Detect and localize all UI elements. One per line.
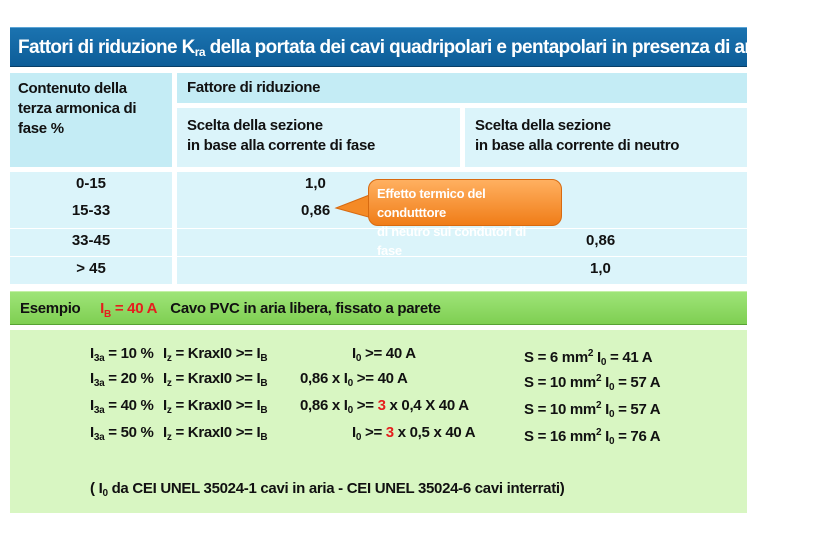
- example-description: Cavo PVC in aria libera, fissato a parete: [170, 300, 441, 317]
- ib-symbol: $I_B$: [100, 300, 111, 320]
- cable-section: S = 16 $mm^2$ $I_0 = 76$ A: [524, 427, 661, 447]
- table-row-range: > 45: [76, 260, 106, 277]
- callout-line2: di neutro sui condutori di fase: [377, 224, 526, 258]
- header-neutral-line2: in base alla corrente di neutro: [475, 137, 680, 154]
- capacity-formula: $I_z$ = KraxI0 >= $I_B$: [163, 397, 268, 416]
- capacity-condition: $I_0 >= 3$ x 0,5 x 40 A: [352, 424, 476, 443]
- capacity-condition: 0,86 x $I_0 >= 3$ x 0,4 X 40 A: [300, 397, 469, 416]
- ib-value: = 40 A: [114, 300, 157, 317]
- header-phase-line2: in base alla corrente di fase: [187, 137, 376, 154]
- phase-factor-value: 1,0: [305, 175, 326, 192]
- callout-line1: Effetto termico del condutttore: [377, 186, 486, 220]
- header-neutral-selection: [465, 108, 747, 167]
- capacity-condition: $I_0 >= 40$ A: [352, 345, 416, 364]
- title-text-end: della portata dei cavi quadripolari e pentapolari in presenza di armoniche: [204, 37, 825, 58]
- title-subscript: ra: [194, 45, 205, 59]
- header-harmonic-content: Contenuto della terza armonica di fase %: [10, 73, 172, 167]
- cable-section: S = 6 $mm^2$ $I_0 = 41$ A: [524, 348, 653, 368]
- neutral-factor-value: 0,86: [586, 232, 616, 249]
- example-label: Esempio: [20, 300, 81, 317]
- capacity-formula: $I_z$ = KraxI0 >= $I_B$: [163, 424, 268, 443]
- title-text-start: Fattori di riduzione K: [18, 37, 195, 58]
- capacity-condition: 0,86 x $I_0 >= 40$ A: [300, 370, 408, 389]
- harmonic-percent: $I_{3a} = 50$ %: [90, 424, 154, 443]
- harmonic-percent: $I_{3a} = 10$ %: [90, 345, 154, 364]
- cable-section: S = 10 $mm^2$ $I_0 = 57$ A: [524, 373, 661, 393]
- table-row-range: 15-33: [71, 202, 111, 219]
- neutral-factor-value: 1,0: [590, 260, 611, 277]
- harmonic-percent: $I_{3a} = 20$ %: [90, 370, 154, 389]
- harmonic-percent: $I_{3a} = 40$ %: [90, 397, 154, 416]
- header-phase-line1: Scelta della sezione: [187, 117, 323, 134]
- example-header: [10, 291, 747, 325]
- page-title: [10, 27, 825, 67]
- table-row-range: 33-45: [71, 232, 111, 249]
- table-row-range: 0-15: [75, 175, 107, 192]
- capacity-formula: $I_z$ = KraxI0 >= $I_B$: [163, 345, 268, 364]
- cable-section: S = 10 $mm^2$ $I_0 = 57$ A: [524, 400, 661, 420]
- header-reduction-factor: Fattore di riduzione: [177, 73, 747, 103]
- phase-factor-value: 0,86: [301, 202, 331, 219]
- header-phase-selection: [177, 108, 460, 167]
- source-note: ( $I_0$ da CEI UNEL 35024-1 cavi in aria - CEI UNEL 35024-6 cavi interrati): [90, 480, 565, 499]
- header-neutral-line1: Scelta della sezione: [475, 117, 611, 134]
- table-row-neutral-value: [465, 258, 747, 280]
- thermal-effect-callout: [368, 179, 562, 258]
- capacity-formula: $I_z$ = KraxI0 >= $I_B$: [163, 370, 268, 389]
